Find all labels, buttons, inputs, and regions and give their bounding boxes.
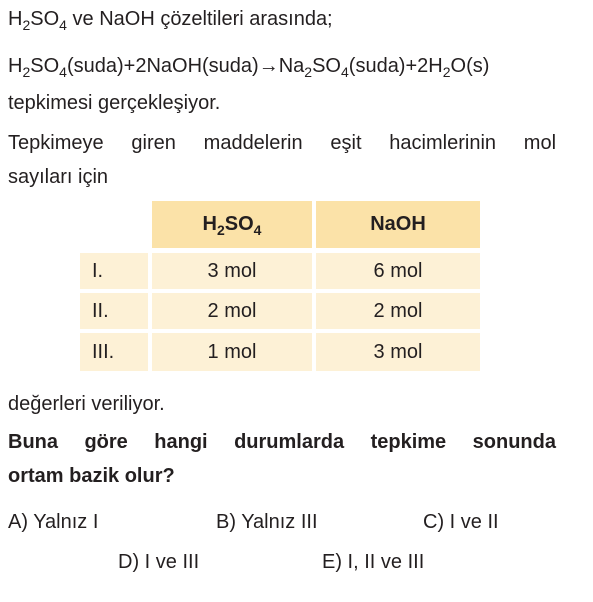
intro-line-3: tepkimesi gerçekleşiyor. bbox=[8, 92, 221, 114]
option-d[interactable]: D) I ve III bbox=[118, 551, 200, 573]
header-naoh: NaOH bbox=[316, 201, 480, 248]
row-1-naoh: 6 mol bbox=[316, 253, 480, 289]
row-1-h2so4: 3 mol bbox=[152, 253, 312, 289]
reaction-equation: $H_2SO_4(suda)+2NaOH(suda)\to Na_2SO_4(suda)+2H_2O(s)$ bbox=[8, 55, 490, 80]
row-2-naoh: 2 mol bbox=[316, 293, 480, 329]
row-label-3: III. bbox=[80, 333, 148, 371]
option-b[interactable]: B) Yalnız III bbox=[216, 511, 318, 533]
intro-line-1 bbox=[8, 7, 333, 31]
row-label-1: I. bbox=[80, 253, 148, 289]
question-line-2: ortam bazik olur? bbox=[8, 465, 175, 487]
statement-line-1: Tepkimeye giren maddelerin eşit hacimlerinin mol bbox=[8, 132, 557, 154]
formula-h2so4: $H_2SO_4$ bbox=[8, 8, 67, 33]
option-c[interactable]: C) I ve II bbox=[423, 511, 499, 533]
option-a[interactable]: A) Yalnız I bbox=[8, 511, 99, 533]
after-table-text: değerleri veriliyor. bbox=[8, 393, 165, 415]
header-h2so4: $H_2SO_4$ bbox=[152, 201, 312, 248]
mole-table bbox=[80, 201, 480, 371]
row-3-h2so4: 1 mol bbox=[152, 333, 312, 371]
question-line-1: Buna göre hangi durumlarda tepkime sonunda bbox=[8, 431, 556, 453]
row-3-naoh: 3 mol bbox=[316, 333, 480, 371]
row-2-h2so4: 2 mol bbox=[152, 293, 312, 329]
intro-line-1-text: ve NaOH çözeltileri arasında; bbox=[66, 8, 333, 30]
statement-line-2: sayıları için bbox=[8, 166, 109, 188]
option-e[interactable]: E) I, II ve III bbox=[322, 551, 425, 573]
row-label-2: II. bbox=[80, 293, 148, 329]
